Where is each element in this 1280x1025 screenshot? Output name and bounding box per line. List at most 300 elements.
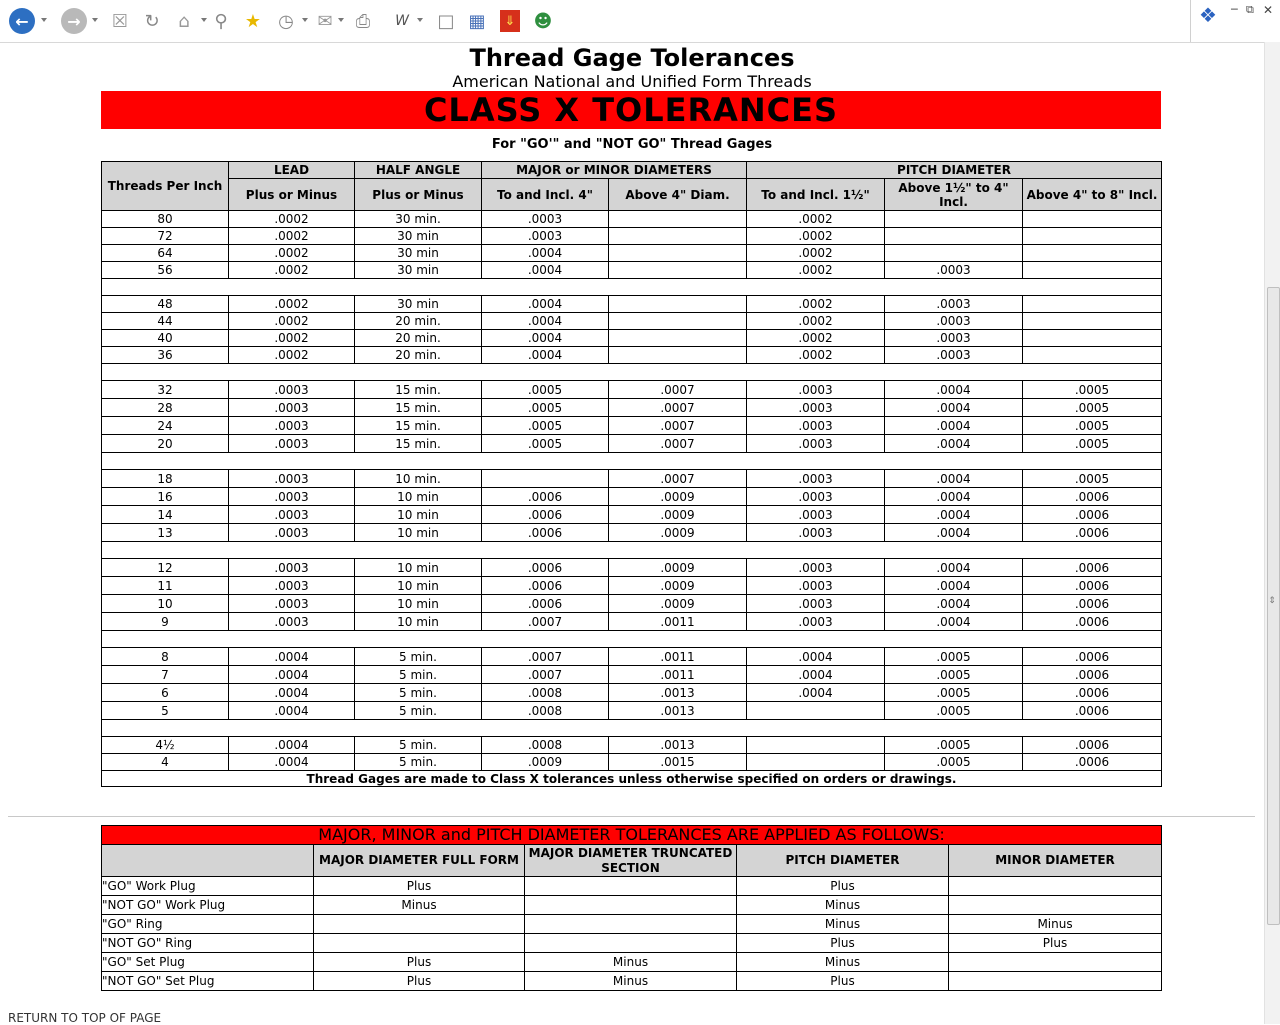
cell-threads: 44 <box>102 313 229 330</box>
cell-pd-1-5-to-4: .0004 <box>885 613 1023 631</box>
cell-pd-to-1-5: .0003 <box>747 595 885 613</box>
cell-half-angle: 15 min. <box>355 435 482 453</box>
cell-pd-4-to-8: .0006 <box>1023 577 1162 595</box>
cell-pd-1-5-to-4: .0005 <box>885 648 1023 666</box>
cell-mm-above-4: .0009 <box>609 595 747 613</box>
table-row <box>102 666 1162 684</box>
cell-lead: .0003 <box>229 524 355 542</box>
cell-pd-to-1-5: .0002 <box>747 211 885 228</box>
forward-dropdown-icon[interactable] <box>92 18 98 22</box>
table-row <box>102 934 1162 953</box>
spacer-cell <box>102 631 1162 648</box>
cell-pd-to-1-5: .0003 <box>747 417 885 435</box>
cell-pd-4-to-8 <box>1023 228 1162 245</box>
cell-pd-to-1-5: .0004 <box>747 648 885 666</box>
cell-lead: .0003 <box>229 381 355 399</box>
cell-lead: .0003 <box>229 417 355 435</box>
applied-header-blank <box>102 845 314 877</box>
class-x-table-body <box>102 211 1162 771</box>
cell-minor: Minus <box>949 915 1162 934</box>
cell-major-truncated <box>525 934 737 953</box>
cell-pd-1-5-to-4: .0003 <box>885 262 1023 279</box>
cell-threads: 36 <box>102 347 229 364</box>
cell-half-angle: 10 min <box>355 577 482 595</box>
cell-minor <box>949 972 1162 991</box>
cell-threads: 56 <box>102 262 229 279</box>
cell-lead: .0002 <box>229 245 355 262</box>
cell-half-angle: 10 min <box>355 506 482 524</box>
header-mm-above-4: Above 4" Diam. <box>609 179 747 211</box>
cell-half-angle: 30 min <box>355 296 482 313</box>
cell-pd-4-to-8 <box>1023 211 1162 228</box>
cell-threads: 8 <box>102 648 229 666</box>
cell-pitch: Plus <box>737 972 949 991</box>
cell-half-angle: 10 min <box>355 524 482 542</box>
cell-pd-4-to-8: .0005 <box>1023 399 1162 417</box>
cell-pd-1-5-to-4: .0004 <box>885 506 1023 524</box>
table-row <box>102 347 1162 364</box>
cell-pd-1-5-to-4: .0003 <box>885 330 1023 347</box>
cell-pd-to-1-5: .0003 <box>747 470 885 488</box>
cell-pd-1-5-to-4: .0004 <box>885 470 1023 488</box>
cell-threads: 24 <box>102 417 229 435</box>
applied-header-major-full: MAJOR DIAMETER FULL FORM <box>314 845 525 877</box>
cell-pd-to-1-5 <box>747 754 885 771</box>
cell-mm-above-4 <box>609 347 747 364</box>
cell-mm-above-4: .0007 <box>609 399 747 417</box>
cell-pd-to-1-5: .0003 <box>747 399 885 417</box>
cell-pd-1-5-to-4: .0003 <box>885 296 1023 313</box>
cell-mm-above-4 <box>609 228 747 245</box>
cell-pd-4-to-8 <box>1023 245 1162 262</box>
scrollbar-thumb[interactable] <box>1267 287 1280 925</box>
cell-gage-type: "NOT GO" Set Plug <box>102 972 314 991</box>
cell-mm-to-4: .0006 <box>482 595 609 613</box>
table-row <box>102 953 1162 972</box>
cell-mm-to-4: .0008 <box>482 684 609 702</box>
cell-pd-1-5-to-4: .0004 <box>885 559 1023 577</box>
toolbar-divider <box>1190 0 1191 42</box>
cell-pitch: Minus <box>737 915 949 934</box>
cell-threads: 80 <box>102 211 229 228</box>
cell-threads: 9 <box>102 613 229 631</box>
cell-pd-1-5-to-4: .0004 <box>885 524 1023 542</box>
spacer-row <box>102 542 1162 559</box>
table-row <box>102 211 1162 228</box>
contacts-icon[interactable]: ☻ <box>533 10 553 32</box>
cell-major-full <box>314 934 525 953</box>
cell-pd-1-5-to-4: .0005 <box>885 684 1023 702</box>
cell-threads: 11 <box>102 577 229 595</box>
cell-minor <box>949 953 1162 972</box>
cell-lead: .0004 <box>229 737 355 754</box>
cell-mm-above-4: .0009 <box>609 506 747 524</box>
cell-pd-4-to-8 <box>1023 296 1162 313</box>
cell-pd-4-to-8: .0006 <box>1023 702 1162 720</box>
cell-mm-to-4: .0006 <box>482 559 609 577</box>
cell-pd-1-5-to-4: .0004 <box>885 417 1023 435</box>
cell-lead: .0002 <box>229 211 355 228</box>
cell-half-angle: 5 min. <box>355 684 482 702</box>
cell-pd-to-1-5: .0002 <box>747 245 885 262</box>
cell-lead: .0003 <box>229 577 355 595</box>
cell-mm-above-4: .0007 <box>609 470 747 488</box>
edit-icon[interactable]: W <box>395 13 409 29</box>
cell-mm-above-4: .0011 <box>609 648 747 666</box>
cell-half-angle: 10 min <box>355 613 482 631</box>
cell-mm-to-4: .0007 <box>482 613 609 631</box>
cell-half-angle: 5 min. <box>355 754 482 771</box>
table-row <box>102 754 1162 771</box>
cell-mm-above-4: .0007 <box>609 381 747 399</box>
cell-pd-to-1-5: .0003 <box>747 577 885 595</box>
cell-threads: 4 <box>102 754 229 771</box>
windows-logo-icon: ❖ <box>1199 3 1217 27</box>
messenger-icon[interactable]: ⇓ <box>498 7 522 35</box>
cell-lead: .0003 <box>229 595 355 613</box>
spacer-row <box>102 279 1162 296</box>
cell-half-angle: 5 min. <box>355 702 482 720</box>
cell-mm-to-4: .0004 <box>482 330 609 347</box>
cell-half-angle: 15 min. <box>355 417 482 435</box>
cell-lead: .0003 <box>229 613 355 631</box>
home-dropdown-icon[interactable] <box>201 18 207 22</box>
table-row <box>102 296 1162 313</box>
cell-half-angle: 5 min. <box>355 666 482 684</box>
cell-lead: .0002 <box>229 313 355 330</box>
table-row <box>102 577 1162 595</box>
cell-pd-1-5-to-4: .0004 <box>885 381 1023 399</box>
cell-half-angle: 15 min. <box>355 399 482 417</box>
table-row <box>102 417 1162 435</box>
cell-pd-4-to-8: .0006 <box>1023 648 1162 666</box>
cell-pd-4-to-8: .0006 <box>1023 488 1162 506</box>
mail-dropdown-icon[interactable] <box>338 18 344 22</box>
cell-pd-to-1-5: .0002 <box>747 228 885 245</box>
cell-major-truncated: Minus <box>525 953 737 972</box>
cell-mm-to-4 <box>482 470 609 488</box>
cell-lead: .0003 <box>229 435 355 453</box>
spacer-cell <box>102 364 1162 381</box>
cell-threads: 48 <box>102 296 229 313</box>
cell-gage-type: "GO" Ring <box>102 915 314 934</box>
cell-pd-4-to-8: .0005 <box>1023 381 1162 399</box>
spacer-cell <box>102 542 1162 559</box>
cell-half-angle: 5 min. <box>355 737 482 754</box>
header-lead-sub: Plus or Minus <box>229 179 355 211</box>
cell-threads: 32 <box>102 381 229 399</box>
cell-lead: .0002 <box>229 296 355 313</box>
cell-pd-to-1-5: .0002 <box>747 296 885 313</box>
cell-pd-4-to-8: .0006 <box>1023 666 1162 684</box>
class-x-tolerance-table <box>101 161 1162 787</box>
back-icon[interactable]: ← <box>9 7 35 35</box>
close-icon[interactable]: ✕ <box>1263 3 1274 17</box>
class-banner: CLASS X TOLERANCES <box>101 91 1161 129</box>
cell-half-angle: 30 min <box>355 262 482 279</box>
cell-mm-to-4: .0007 <box>482 666 609 684</box>
applied-header-minor: MINOR DIAMETER <box>949 845 1162 877</box>
header-lead: LEAD <box>229 162 355 179</box>
cell-mm-to-4: .0005 <box>482 381 609 399</box>
cell-pd-1-5-to-4 <box>885 245 1023 262</box>
cell-mm-above-4: .0013 <box>609 737 747 754</box>
spacer-row <box>102 364 1162 381</box>
browser-toolbar <box>0 0 1280 43</box>
cell-pitch: Minus <box>737 953 949 972</box>
table-row <box>102 381 1162 399</box>
restore-icon[interactable]: ⧉ <box>1246 3 1254 16</box>
mail-icon[interactable]: ✉ <box>317 10 333 32</box>
table-row <box>102 435 1162 453</box>
cell-pd-1-5-to-4: .0004 <box>885 577 1023 595</box>
cell-major-full: Plus <box>314 877 525 896</box>
applied-banner: MAJOR, MINOR and PITCH DIAMETER TOLERANCES ARE APPLIED AS FOLLOWS: <box>102 826 1162 845</box>
cell-mm-to-4: .0006 <box>482 524 609 542</box>
header-mm-to-4: To and Incl. 4" <box>482 179 609 211</box>
cell-mm-above-4: .0009 <box>609 559 747 577</box>
cell-pd-4-to-8: .0006 <box>1023 559 1162 577</box>
cell-lead: .0002 <box>229 347 355 364</box>
table-row <box>102 613 1162 631</box>
cell-gage-type: "NOT GO" Work Plug <box>102 896 314 915</box>
cell-mm-to-4: .0006 <box>482 488 609 506</box>
cell-gage-type: "NOT GO" Ring <box>102 934 314 953</box>
discuss-icon[interactable]: □ <box>437 10 455 32</box>
cell-lead: .0004 <box>229 648 355 666</box>
spacer-cell <box>102 279 1162 296</box>
cell-mm-to-4: .0004 <box>482 262 609 279</box>
favorites-icon[interactable]: ★ <box>244 10 262 32</box>
page-subtitle: American National and Unified Form Threads <box>452 72 812 91</box>
cell-mm-to-4: .0003 <box>482 228 609 245</box>
cell-mm-to-4: .0008 <box>482 737 609 754</box>
cell-major-full: Plus <box>314 972 525 991</box>
cell-mm-above-4: .0007 <box>609 417 747 435</box>
cell-pd-to-1-5: .0002 <box>747 347 885 364</box>
cell-mm-above-4 <box>609 211 747 228</box>
cell-threads: 7 <box>102 666 229 684</box>
forward-icon[interactable]: → <box>61 7 87 35</box>
cell-major-truncated: Minus <box>525 972 737 991</box>
cell-mm-to-4: .0005 <box>482 435 609 453</box>
cell-mm-to-4: .0005 <box>482 399 609 417</box>
cell-threads: 18 <box>102 470 229 488</box>
cell-mm-to-4: .0004 <box>482 245 609 262</box>
cell-pd-to-1-5: .0004 <box>747 684 885 702</box>
section-divider <box>8 816 1255 817</box>
page-title: Thread Gage Tolerances <box>469 44 795 72</box>
header-pitch-diameter: PITCH DIAMETER <box>747 162 1162 179</box>
table-row <box>102 399 1162 417</box>
table-row <box>102 595 1162 613</box>
cell-pd-4-to-8 <box>1023 330 1162 347</box>
spacer-row <box>102 631 1162 648</box>
cell-pd-4-to-8 <box>1023 262 1162 279</box>
cell-half-angle: 10 min <box>355 559 482 577</box>
home-icon[interactable]: ⌂ <box>178 10 190 32</box>
cell-pd-1-5-to-4: .0004 <box>885 399 1023 417</box>
cell-pd-to-1-5: .0002 <box>747 262 885 279</box>
header-major-minor: MAJOR or MINOR DIAMETERS <box>482 162 747 179</box>
cell-pd-1-5-to-4: .0003 <box>885 313 1023 330</box>
header-half-angle: HALF ANGLE <box>355 162 482 179</box>
cell-major-truncated <box>525 877 737 896</box>
table-row <box>102 228 1162 245</box>
cell-pd-to-1-5: .0002 <box>747 330 885 347</box>
cell-mm-above-4: .0011 <box>609 613 747 631</box>
table-row <box>102 313 1162 330</box>
cell-mm-to-4: .0004 <box>482 296 609 313</box>
cell-pd-4-to-8: .0006 <box>1023 754 1162 771</box>
cell-major-truncated <box>525 896 737 915</box>
print-icon[interactable]: ⎙ <box>355 10 371 32</box>
cell-mm-above-4 <box>609 296 747 313</box>
cell-pd-4-to-8: .0006 <box>1023 506 1162 524</box>
cell-lead: .0004 <box>229 754 355 771</box>
cell-pitch: Minus <box>737 896 949 915</box>
applied-header-major-truncated: MAJOR DIAMETER TRUNCATED SECTION <box>525 845 737 877</box>
cell-pd-1-5-to-4: .0005 <box>885 737 1023 754</box>
cell-pd-1-5-to-4: .0005 <box>885 666 1023 684</box>
cell-pd-4-to-8: .0005 <box>1023 470 1162 488</box>
cell-minor <box>949 896 1162 915</box>
cell-pd-to-1-5: .0003 <box>747 559 885 577</box>
cell-lead: .0003 <box>229 559 355 577</box>
cell-threads: 4½ <box>102 737 229 754</box>
table-row <box>102 262 1162 279</box>
gages-caption: For "GO'" and "NOT GO" Thread Gages <box>491 137 773 152</box>
stop-icon[interactable]: ☒ <box>111 10 129 32</box>
cell-pd-to-1-5: .0003 <box>747 488 885 506</box>
edit-dropdown-icon[interactable] <box>417 18 423 22</box>
cell-pd-4-to-8: .0006 <box>1023 613 1162 631</box>
cell-major-full: Plus <box>314 953 525 972</box>
cell-mm-above-4: .0009 <box>609 577 747 595</box>
cell-pd-to-1-5: .0003 <box>747 524 885 542</box>
cell-lead: .0003 <box>229 470 355 488</box>
cell-gage-type: "GO" Set Plug <box>102 953 314 972</box>
class-x-note: Thread Gages are made to Class X tolerances unless otherwise specified on orders or drawings. <box>102 771 1162 787</box>
cell-mm-above-4: .0009 <box>609 488 747 506</box>
table-row <box>102 245 1162 262</box>
table-row <box>102 737 1162 754</box>
cell-mm-to-4: .0008 <box>482 702 609 720</box>
header-pd-4-to-8: Above 4" to 8" Incl. <box>1023 179 1162 211</box>
cell-pd-4-to-8: .0006 <box>1023 684 1162 702</box>
spacer-cell <box>102 720 1162 737</box>
cell-mm-to-4: .0007 <box>482 648 609 666</box>
cell-pd-1-5-to-4 <box>885 228 1023 245</box>
cell-half-angle: 5 min. <box>355 648 482 666</box>
cell-threads: 16 <box>102 488 229 506</box>
cell-mm-to-4: .0005 <box>482 417 609 435</box>
cell-gage-type: "GO" Work Plug <box>102 877 314 896</box>
cell-half-angle: 15 min. <box>355 381 482 399</box>
cell-pd-4-to-8: .0005 <box>1023 435 1162 453</box>
cell-minor: Plus <box>949 934 1162 953</box>
cell-pd-to-1-5: .0003 <box>747 435 885 453</box>
table-row <box>102 896 1162 915</box>
cell-lead: .0003 <box>229 506 355 524</box>
table-row <box>102 524 1162 542</box>
cell-pd-1-5-to-4: .0004 <box>885 488 1023 506</box>
cell-mm-to-4: .0006 <box>482 506 609 524</box>
cell-lead: .0004 <box>229 684 355 702</box>
cell-half-angle: 20 min. <box>355 330 482 347</box>
history-icon[interactable]: ◷ <box>278 10 294 32</box>
applied-table-body <box>102 877 1162 991</box>
cell-threads: 12 <box>102 559 229 577</box>
cell-pd-1-5-to-4: .0005 <box>885 754 1023 771</box>
cell-pd-4-to-8: .0006 <box>1023 595 1162 613</box>
cell-major-full: Minus <box>314 896 525 915</box>
cell-pd-to-1-5 <box>747 702 885 720</box>
cell-lead: .0002 <box>229 330 355 347</box>
header-threads-per-inch: Threads Per Inch <box>102 162 229 211</box>
table-row <box>102 684 1162 702</box>
table-row <box>102 972 1162 991</box>
vertical-scrollbar[interactable] <box>1264 42 1280 1024</box>
table-row <box>102 506 1162 524</box>
cell-pd-1-5-to-4: .0004 <box>885 595 1023 613</box>
cell-mm-to-4: .0004 <box>482 313 609 330</box>
cell-threads: 10 <box>102 595 229 613</box>
cell-lead: .0003 <box>229 399 355 417</box>
history-dropdown-icon[interactable] <box>302 18 308 22</box>
cell-mm-above-4: .0015 <box>609 754 747 771</box>
applied-header-pitch: PITCH DIAMETER <box>737 845 949 877</box>
cell-mm-above-4: .0013 <box>609 702 747 720</box>
cell-mm-above-4 <box>609 330 747 347</box>
cell-pd-to-1-5: .0004 <box>747 666 885 684</box>
header-half-angle-sub: Plus or Minus <box>355 179 482 211</box>
research-icon[interactable]: ▦ <box>468 10 486 32</box>
minimize-icon[interactable]: ─ <box>1231 3 1238 16</box>
search-icon[interactable]: ⚲ <box>214 10 228 32</box>
spacer-row <box>102 453 1162 470</box>
cell-half-angle: 20 min. <box>355 313 482 330</box>
cell-half-angle: 30 min <box>355 245 482 262</box>
cell-lead: .0003 <box>229 488 355 506</box>
table-row <box>102 702 1162 720</box>
cell-pd-4-to-8: .0006 <box>1023 737 1162 754</box>
applied-tolerance-table <box>101 825 1162 991</box>
cell-pd-1-5-to-4: .0004 <box>885 435 1023 453</box>
return-to-top-link[interactable]: RETURN TO TOP OF PAGE <box>8 1011 162 1025</box>
cell-pd-4-to-8: .0005 <box>1023 417 1162 435</box>
cell-pd-to-1-5: .0003 <box>747 506 885 524</box>
cell-mm-to-4: .0004 <box>482 347 609 364</box>
cell-half-angle: 30 min <box>355 228 482 245</box>
cell-threads: 5 <box>102 702 229 720</box>
refresh-icon[interactable]: ↻ <box>144 10 160 32</box>
cell-threads: 72 <box>102 228 229 245</box>
cell-pd-4-to-8 <box>1023 347 1162 364</box>
cell-threads: 13 <box>102 524 229 542</box>
cell-mm-above-4: .0007 <box>609 435 747 453</box>
cell-mm-above-4 <box>609 245 747 262</box>
cell-half-angle: 10 min <box>355 595 482 613</box>
cell-mm-to-4: .0006 <box>482 577 609 595</box>
cell-half-angle: 30 min. <box>355 211 482 228</box>
cell-half-angle: 10 min. <box>355 470 482 488</box>
table-row <box>102 330 1162 347</box>
back-dropdown-icon[interactable] <box>41 18 47 22</box>
cell-pd-to-1-5: .0002 <box>747 313 885 330</box>
table-row <box>102 559 1162 577</box>
cell-threads: 40 <box>102 330 229 347</box>
